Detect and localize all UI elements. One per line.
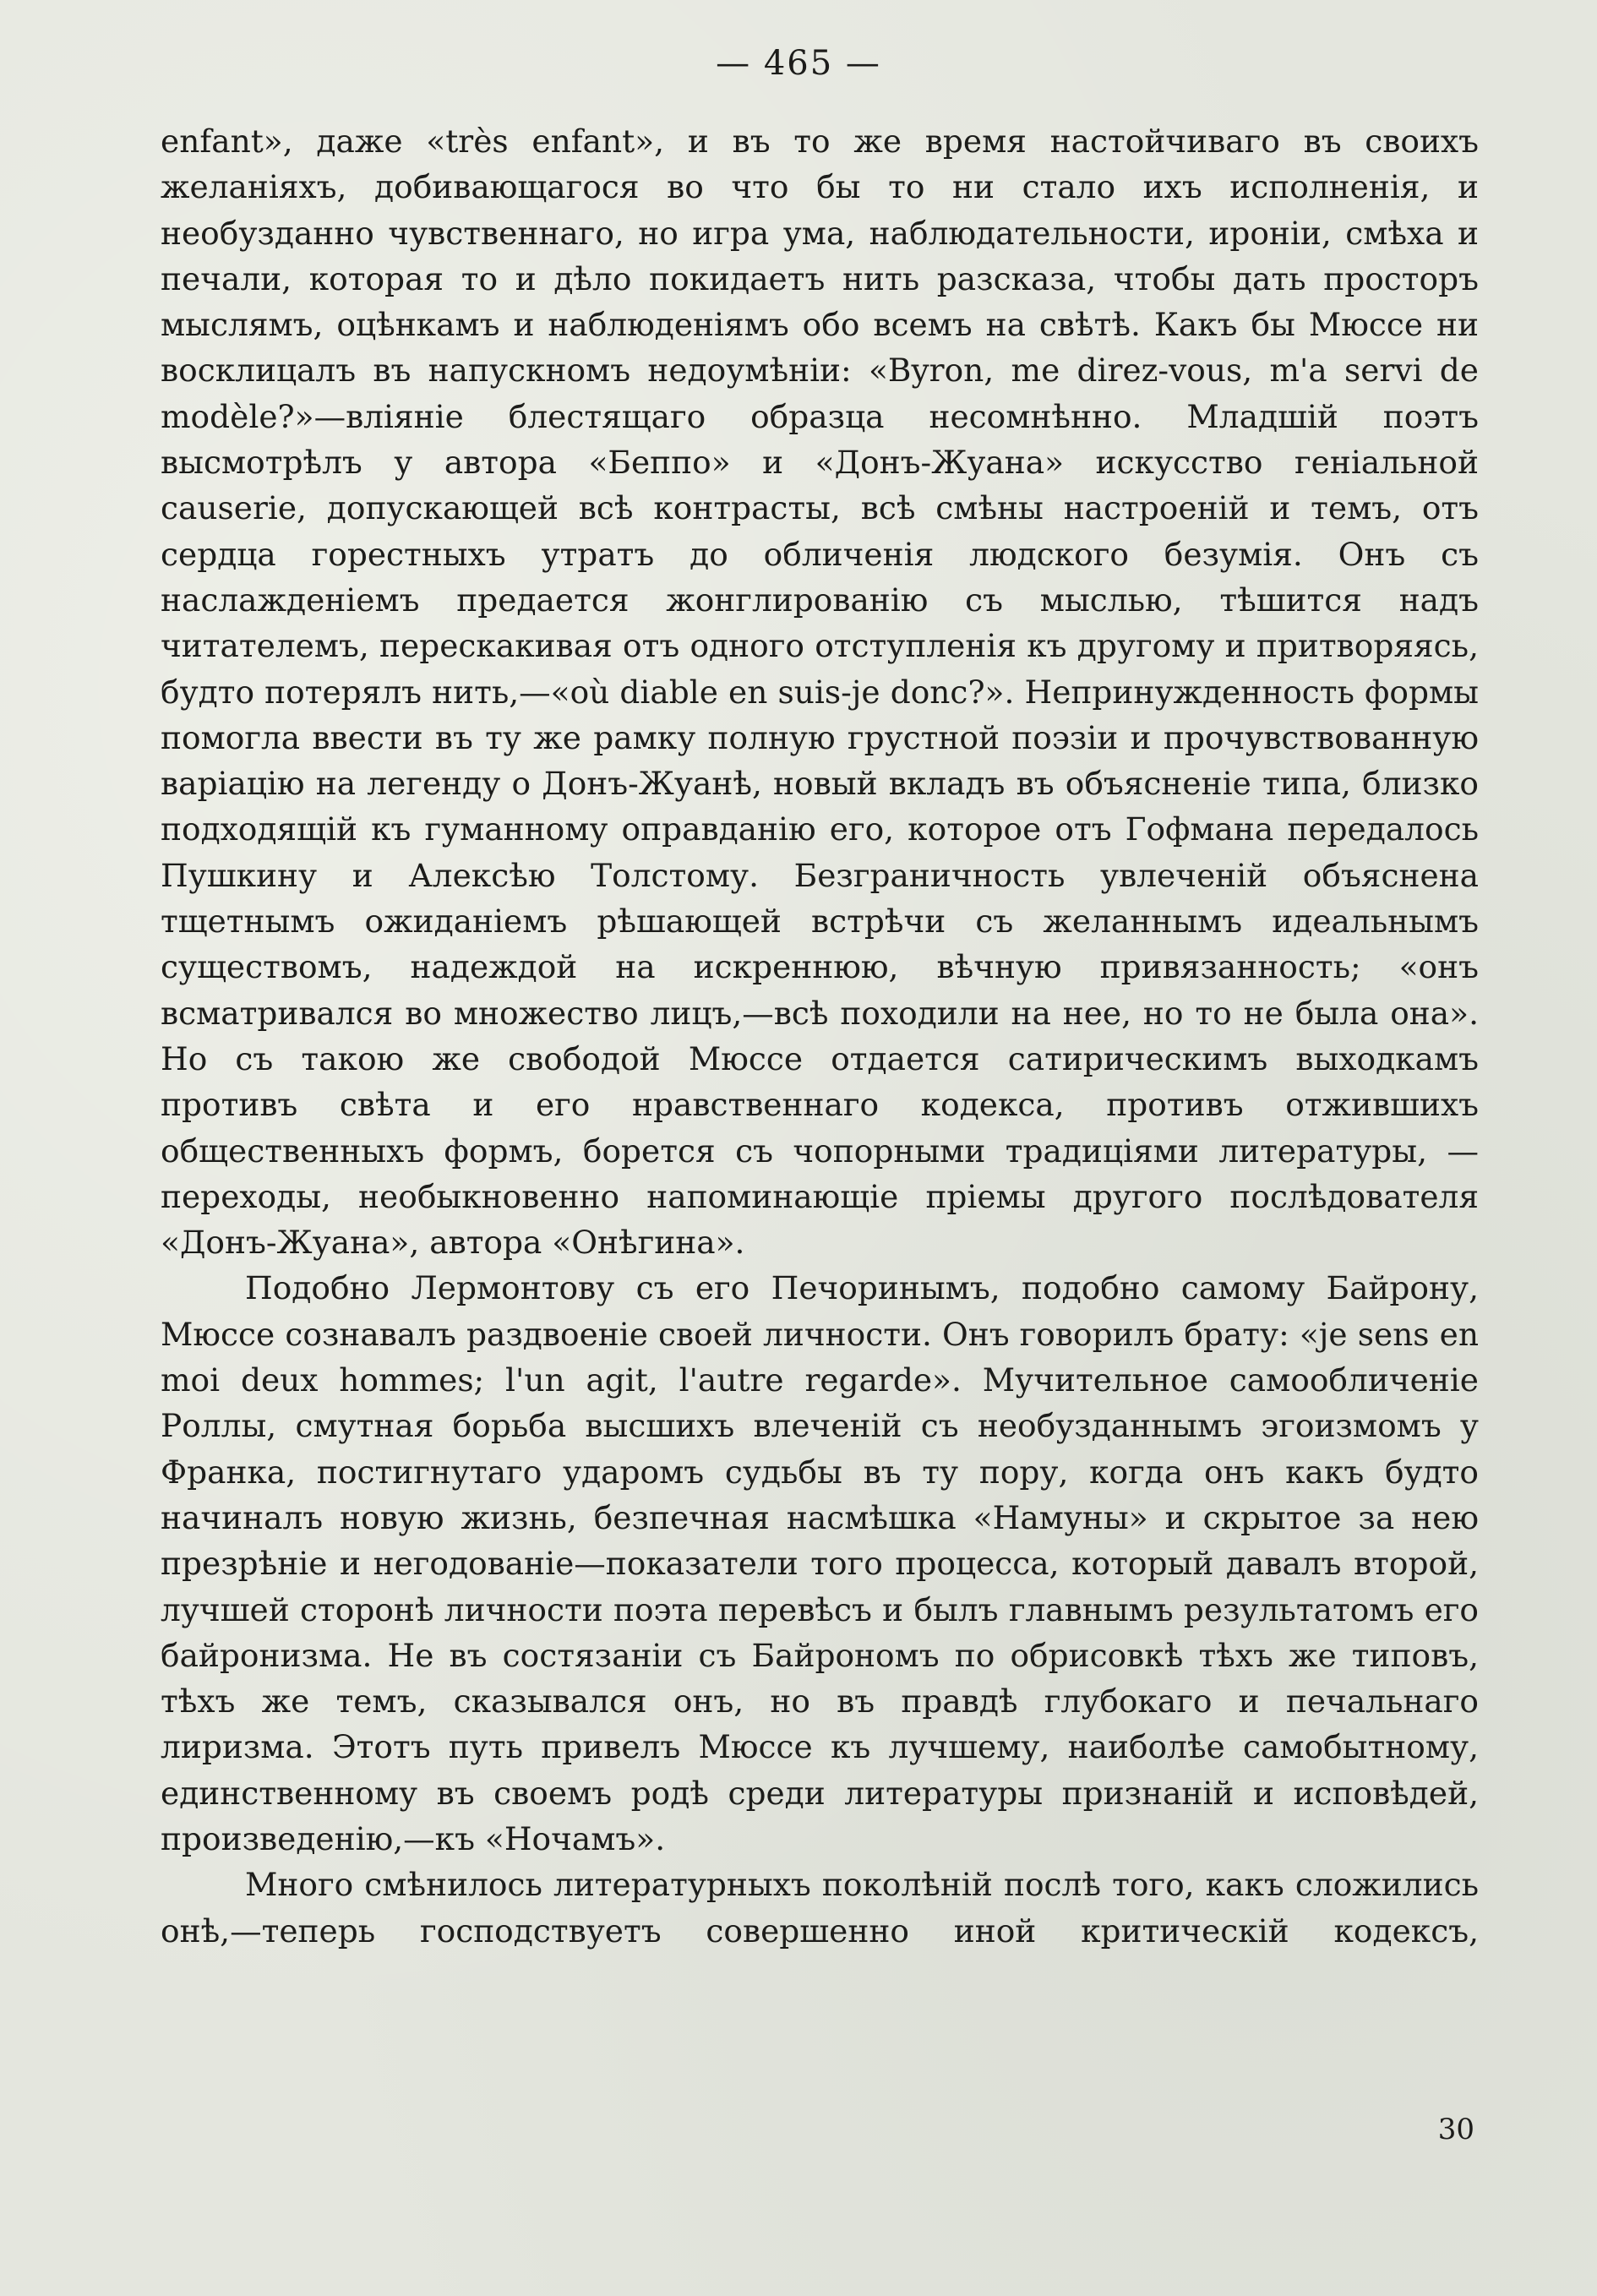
paragraph: enfant», даже «très enfant», и въ то же время настойчиваго въ своихъ желаніяхъ, добивающагося во что бы то ни стало ихъ исполненія, и необузданно чувственнаго, но игра ума, наблюдательности, ироніи, смѣха и печали, которая то и дѣло покидаетъ нить разсказа, чтобы дать просторъ мыслямъ, оцѣнкамъ и наблюденіямъ обо всемъ на свѣтѣ. Какъ бы Мюссе ни восклицалъ въ напускномъ недоумѣніи: «Byron, me direz-vous, m'a servi de modèle?»—вліяніе блестящаго образца несомнѣнно. Младшій поэтъ высмотрѣлъ у автора «Беппо» и «Донъ-Жуана» искусство геніальной causerie, допускающей всѣ контрасты, всѣ смѣны настроеній и темъ, отъ сердца горестныхъ утратъ до обличенія людского безумія. Онъ съ наслажденіемъ предается жонглированію съ мыслью, тѣшится надъ читателемъ, перескакивая отъ одного отступленія къ другому и притворяясь, будто потерялъ нить,—«où diable en suis-je donc?». Непринужденность формы помогла ввести въ ту же рамку полную грустной поэзіи и прочувствованную варіацію на легенду о Донъ-Жуанѣ, новый вкладъ въ объясненіе типа, близко подходящій къ гуманному оправданію его, которое отъ Гофмана передалось Пушкину и Алексѣю Толстому. Безграничность увлеченій объяснена тщетнымъ ожиданіемъ рѣшающей встрѣчи съ желаннымъ идеальнымъ существомъ, надеждой на искреннюю, вѣчную привязанность; «онъ всматривался во множество лицъ,—всѣ походили на нее, но то не была она». Но съ такою же свободой Мюссе отдается сатирическимъ выходкамъ противъ свѣта и его нравственнаго кодекса, противъ отжившихъ общественныхъ формъ, борется съ чопорными традиціями литературы, — переходы, необыкновенно напоминающіе пріемы другого послѣдователя «Донъ-Жуана», автора «Онѣгина». xyxy=(161,123,1479,1262)
signature-mark: 30 xyxy=(1437,2113,1474,2146)
page-number: — 465 — xyxy=(716,44,881,83)
paragraph: Много смѣнилось литературныхъ поколѣній послѣ того, какъ сложились онѣ,—теперь господствуетъ совершенно иной критическій кодексъ, xyxy=(161,1866,1479,1950)
paragraph: Подобно Лермонтову съ его Печоринымъ, подобно самому Байрону, Мюссе сознавалъ раздвоеніе своей личности. Онъ говорилъ брату: «je sens en moi deux hommes; l'un agit, l'autre regarde». Мучительное самообличеніе Роллы, смутная борьба высшихъ влеченій съ необузданнымъ эгоизмомъ у Франка, постигнутаго ударомъ судьбы въ ту пору, когда онъ какъ будто начиналъ новую жизнь, безпечная насмѣшка «Намуны» и скрытое за нею презрѣніе и негодованіе—показатели того процесса, который давалъ второй, лучшей сторонѣ личности поэта перевѣсъ и былъ главнымъ результатомъ его байронизма. Не въ состязаніи съ Байрономъ по обрисовкѣ тѣхъ же типовъ, тѣхъ же темъ, сказывался онъ, но въ правдѣ глубокаго и печальнаго лиризма. Этотъ путь привелъ Мюссе къ лучшему, наиболѣе самобытному, единственному въ своемъ родѣ среди литературы признаній и исповѣдей, произведенію,—къ «Ночамъ». xyxy=(161,1269,1479,1857)
body-text xyxy=(161,118,1479,1954)
